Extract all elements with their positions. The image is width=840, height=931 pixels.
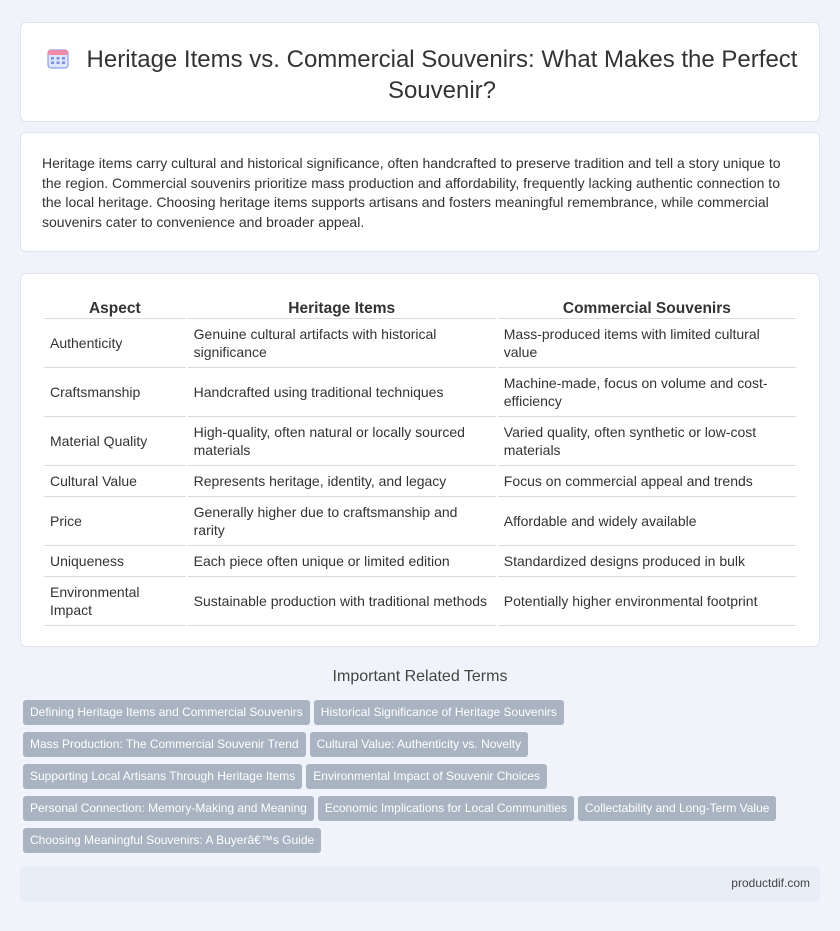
related-tag[interactable]: Choosing Meaningful Souvenirs: A Buyerâ€™s Guide bbox=[23, 828, 321, 853]
heritage-cell: Generally higher due to craftsmanship and rarity bbox=[188, 497, 496, 546]
table-row bbox=[44, 546, 796, 577]
table-header-row bbox=[44, 297, 796, 319]
related-tag[interactable]: Historical Significance of Heritage Souvenirs bbox=[314, 700, 564, 725]
heritage-cell: High-quality, often natural or locally sourced materials bbox=[188, 417, 496, 466]
commercial-cell: Varied quality, often synthetic or low-cost materials bbox=[498, 417, 796, 466]
commercial-cell: Standardized designs produced in bulk bbox=[498, 546, 796, 577]
commercial-cell: Focus on commercial appeal and trends bbox=[498, 466, 796, 497]
related-tag[interactable]: Environmental Impact of Souvenir Choices bbox=[306, 764, 547, 789]
commercial-cell: Affordable and widely available bbox=[498, 497, 796, 546]
intro-text: Heritage items carry cultural and historical significance, often handcrafted to preserve tradition and tell a story unique to the region. Commercial souvenirs prioritize mass production and affordability, frequently lacking authentic connection to the local heritage. Choosing heritage items supports artisans and fosters meaningful remembrance, while commercial souvenirs cater to convenience and broader appeal. bbox=[42, 155, 781, 230]
table-row bbox=[44, 497, 796, 546]
heritage-cell: Handcrafted using traditional techniques bbox=[188, 368, 496, 417]
intro-card bbox=[20, 132, 820, 252]
related-tag[interactable]: Collectability and Long-Term Value bbox=[578, 796, 777, 821]
header-card bbox=[20, 22, 820, 122]
related-terms-title: Important Related Terms bbox=[332, 668, 508, 685]
footer bbox=[20, 867, 820, 901]
aspect-cell: Environmental Impact bbox=[44, 577, 186, 626]
table-row bbox=[44, 577, 796, 626]
comparison-card bbox=[20, 273, 820, 647]
page-title: Heritage Items vs. Commercial Souvenirs: What Makes the Perfect Souvenir? bbox=[86, 46, 798, 104]
related-tag[interactable]: Economic Implications for Local Communities bbox=[318, 796, 574, 821]
commercial-cell: Machine-made, focus on volume and cost-efficiency bbox=[498, 368, 796, 417]
related-tag[interactable]: Mass Production: The Commercial Souvenir Trend bbox=[23, 732, 306, 757]
header-commercial: Commercial Souvenirs bbox=[498, 297, 796, 319]
aspect-cell: Price bbox=[44, 497, 186, 546]
header-heritage: Heritage Items bbox=[188, 297, 496, 319]
footer-site[interactable]: productdif.com bbox=[731, 876, 810, 890]
related-tag[interactable]: Cultural Value: Authenticity vs. Novelty bbox=[310, 732, 529, 757]
header-aspect: Aspect bbox=[44, 297, 186, 319]
heritage-cell: Represents heritage, identity, and legacy bbox=[188, 466, 496, 497]
table-row bbox=[44, 368, 796, 417]
commercial-cell: Mass-produced items with limited cultural value bbox=[498, 319, 796, 368]
related-tag[interactable]: Supporting Local Artisans Through Heritage Items bbox=[23, 764, 302, 789]
calendar-icon bbox=[47, 47, 69, 69]
table-row bbox=[44, 466, 796, 497]
heritage-cell: Sustainable production with traditional methods bbox=[188, 577, 496, 626]
heritage-cell: Each piece often unique or limited edition bbox=[188, 546, 496, 577]
aspect-cell: Authenticity bbox=[44, 319, 186, 368]
aspect-cell: Uniqueness bbox=[44, 546, 186, 577]
table-row bbox=[44, 319, 796, 368]
comparison-table bbox=[42, 297, 798, 626]
commercial-cell: Potentially higher environmental footprint bbox=[498, 577, 796, 626]
heritage-cell: Genuine cultural artifacts with historical significance bbox=[188, 319, 496, 368]
related-tag[interactable]: Defining Heritage Items and Commercial Souvenirs bbox=[23, 700, 310, 725]
related-tag[interactable]: Personal Connection: Memory-Making and Meaning bbox=[23, 796, 314, 821]
aspect-cell: Cultural Value bbox=[44, 466, 186, 497]
aspect-cell: Craftsmanship bbox=[44, 368, 186, 417]
aspect-cell: Material Quality bbox=[44, 417, 186, 466]
related-tags bbox=[23, 700, 803, 860]
table-row bbox=[44, 417, 796, 466]
